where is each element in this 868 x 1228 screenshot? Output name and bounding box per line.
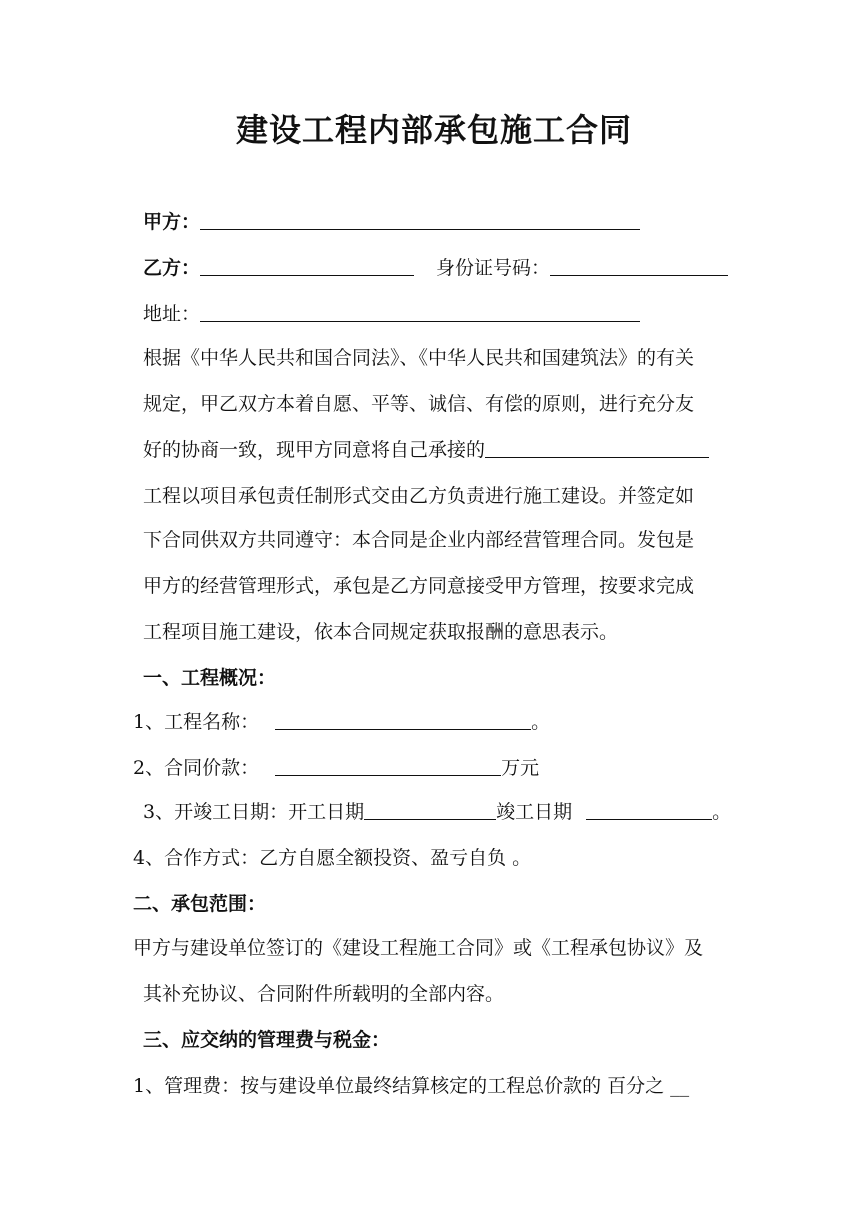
preamble-line-7: 工程项目施工建设，依本合同规定获取报酬的意思表示。 bbox=[143, 621, 619, 643]
id-number-blank bbox=[550, 257, 728, 276]
section-1-item-4: 4、合作方式：乙方自愿全额投资、盈亏自负 。 bbox=[133, 847, 532, 869]
project-name-blank bbox=[485, 439, 709, 458]
address-blank bbox=[200, 303, 640, 322]
start-date-blank bbox=[364, 801, 496, 820]
section-3-item-1: 1、管理费：按与建设单位最终结算核定的工程总价款的 百分之 __ bbox=[133, 1075, 690, 1097]
preamble-line-3 bbox=[143, 438, 709, 462]
section-1-item-3 bbox=[143, 800, 731, 824]
preamble-line-5: 下合同供双方共同遵守：本合同是企业内部经营管理合同。发包是 bbox=[143, 529, 695, 551]
contract-price-label: 2、合同价款： bbox=[133, 757, 260, 779]
id-number-label: 身份证号码： bbox=[436, 257, 551, 279]
start-date-label: 3、开竣工日期：开工日期 bbox=[143, 801, 365, 823]
section-2-heading: 二、承包范围： bbox=[133, 893, 267, 915]
section-1-item-2 bbox=[133, 756, 539, 780]
preamble-line-4: 工程以项目承包责任制形式交由乙方负责进行施工建设。并签定如 bbox=[143, 485, 695, 507]
completion-date-label: 竣工日期 bbox=[496, 801, 573, 823]
section-2-line-1: 甲方与建设单位签订的《建设工程施工合同》或《工程承包协议》及 bbox=[133, 937, 704, 959]
party-b-label: 乙方： bbox=[143, 257, 201, 279]
page-title: 建设工程内部承包施工合同 bbox=[235, 111, 632, 149]
section-3-heading: 三、应交纳的管理费与税金： bbox=[143, 1029, 391, 1051]
party-b-row bbox=[143, 256, 728, 280]
project-name-label: 1、工程名称： bbox=[133, 711, 260, 733]
project-name-field-blank bbox=[275, 711, 531, 730]
party-a-row bbox=[143, 210, 640, 234]
preamble-line-3-text: 好的协商一致，现甲方同意将自己承接的 bbox=[143, 439, 486, 461]
preamble-line-1: 根据《中华人民共和国合同法》、《中华人民共和国建筑法》的有关 bbox=[143, 347, 695, 369]
completion-date-blank bbox=[586, 801, 712, 820]
section-1-item-1 bbox=[133, 710, 550, 734]
item-1-end: 。 bbox=[531, 711, 551, 733]
party-b-blank bbox=[200, 257, 414, 276]
preamble-line-6: 甲方的经营管理形式，承包是乙方同意接受甲方管理，按要求完成 bbox=[143, 575, 695, 597]
contract-price-blank bbox=[275, 757, 501, 776]
preamble-line-2: 规定，甲乙双方本着自愿、平等、诚信、有偿的原则，进行充分友 bbox=[143, 393, 695, 415]
address-label: 地址： bbox=[143, 303, 201, 325]
price-unit: 万元 bbox=[501, 757, 540, 779]
party-a-blank bbox=[200, 211, 640, 230]
party-a-label: 甲方： bbox=[143, 211, 201, 233]
address-row bbox=[143, 302, 640, 326]
section-2-line-2: 其补充协议、合同附件所载明的全部内容。 bbox=[143, 983, 505, 1005]
section-1-heading: 一、工程概况： bbox=[143, 667, 277, 689]
item-3-end: 。 bbox=[712, 801, 732, 823]
